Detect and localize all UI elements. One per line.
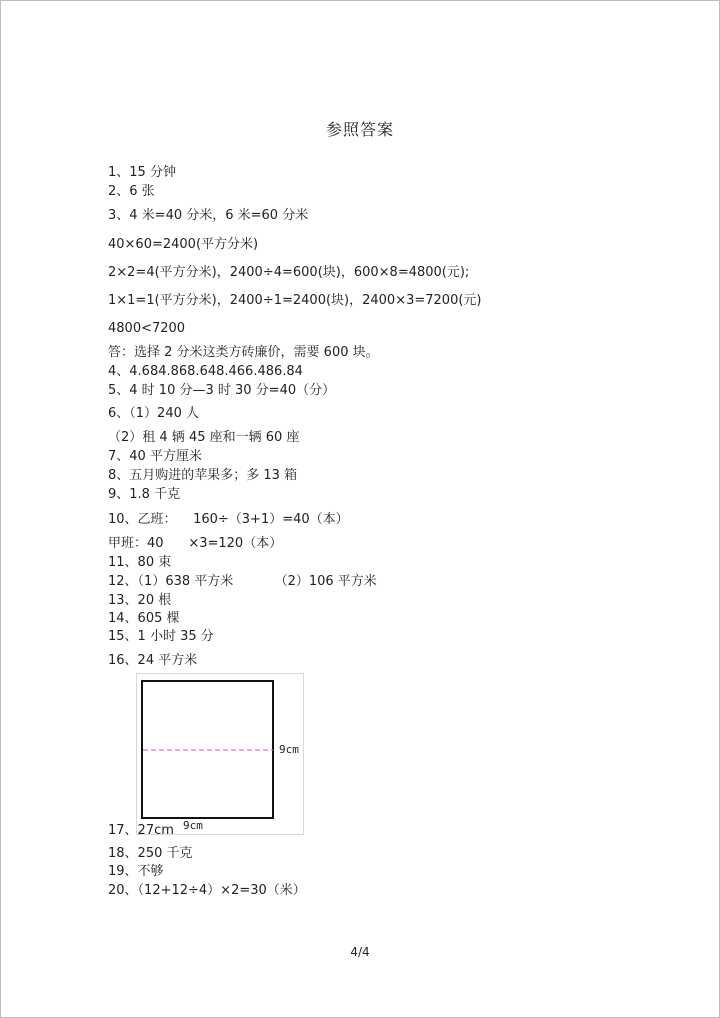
answer-line-14: 14、605 棵 xyxy=(108,611,180,626)
answer-line-13: 13、20 根 xyxy=(108,593,172,608)
answer-line-20: 20、（12+12÷4）×2=30（米） xyxy=(108,883,306,898)
answer-line-10: 10、乙班： 160÷（3+1）=40（本） xyxy=(108,512,349,527)
bottom-length-label: 9cm xyxy=(183,819,203,832)
answer-line-3a: 40×60=2400(平方分米) xyxy=(108,237,259,252)
answer-line-4: 4、4.684.868.648.466.486.84 xyxy=(108,364,303,379)
answer-line-2: 2、6 张 xyxy=(108,184,155,199)
answer-line-6b: （2）租 4 辆 45 座和一辆 60 座 xyxy=(108,430,300,445)
answer-line-9: 9、1.8 千克 xyxy=(108,487,181,502)
answer-line-8: 8、五月购进的苹果多；多 13 箱 xyxy=(108,468,298,483)
answer-line-18: 18、250 千克 xyxy=(108,846,193,861)
answer-line-1: 1、15 分钟 xyxy=(108,165,176,180)
answer-line-3e: 答：选择 2 分米这类方砖廉价，需要 600 块。 xyxy=(108,345,379,360)
answer-line-7: 7、40 平方厘米 xyxy=(108,449,202,464)
answer-line-19: 19、不够 xyxy=(108,864,164,879)
answer-line-17: 17、27cm xyxy=(108,823,174,838)
answer-line-10b: 甲班：40 ×3=120（本） xyxy=(108,536,283,551)
side-length-label: 9cm xyxy=(279,743,299,756)
square-figure xyxy=(136,673,304,835)
answer-line-11: 11、80 束 xyxy=(108,555,172,570)
answer-line-3: 3、4 米=40 分米，6 米=60 分米 xyxy=(108,208,309,223)
answer-line-15: 15、1 小时 35 分 xyxy=(108,629,214,644)
answer-line-5: 5、4 时 10 分—3 时 30 分=40（分） xyxy=(108,383,336,398)
page-number: 4/4 xyxy=(350,945,370,959)
answer-line-6: 6、（1）240 人 xyxy=(108,406,199,421)
answer-line-16: 16、24 平方米 xyxy=(108,653,198,668)
answer-line-12: 12、（1）638 平方米 （2）106 平方米 xyxy=(108,574,377,589)
page-title: 参照答案 xyxy=(325,120,394,139)
answer-line-3b: 2×2=4(平方分米)，2400÷4=600(块)，600×8=4800(元); xyxy=(108,265,470,280)
answer-line-3d: 4800<7200 xyxy=(108,321,186,336)
answer-line-3c: 1×1=1(平方分米)，2400÷1=2400(块)，2400×3=7200(元) xyxy=(108,293,482,308)
